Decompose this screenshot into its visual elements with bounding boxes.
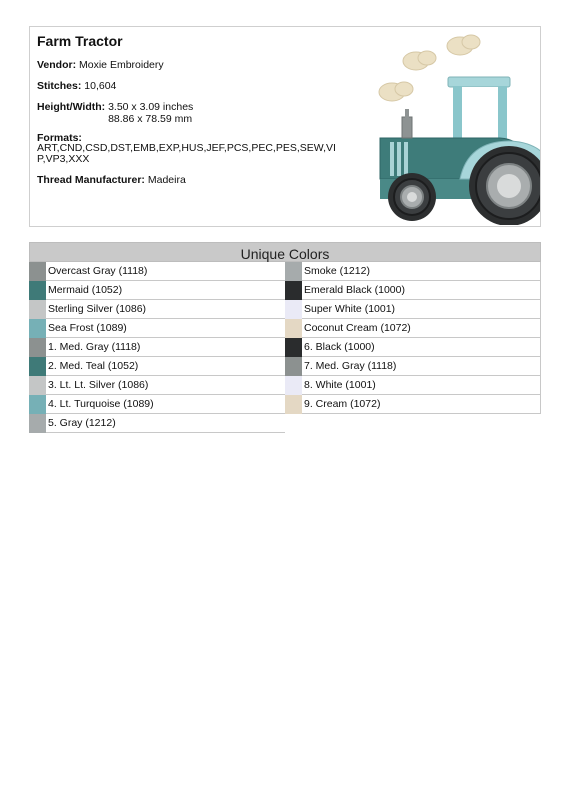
size-label: Height/Width: bbox=[37, 101, 106, 113]
color-name: Super White (1001) bbox=[304, 303, 396, 315]
formats-value: ART,CND,CSD,DST,EMB,EXP,HUS,JEF,PCS,PEC,PES,SEW,VIP,VP3,XXX bbox=[37, 142, 336, 165]
color-swatch bbox=[29, 395, 46, 414]
size-inches: 3.50 x 3.09 inches bbox=[108, 101, 194, 113]
color-name: 8. White (1001) bbox=[304, 379, 376, 391]
color-row bbox=[29, 376, 285, 395]
color-swatch bbox=[285, 357, 302, 376]
color-name: 7. Med. Gray (1118) bbox=[304, 360, 397, 372]
color-swatch bbox=[29, 319, 46, 338]
color-row bbox=[29, 357, 285, 376]
color-swatch bbox=[285, 300, 302, 319]
color-swatch bbox=[29, 357, 46, 376]
color-swatch bbox=[285, 281, 302, 300]
size-row bbox=[37, 101, 193, 125]
design-title: Farm Tractor bbox=[37, 33, 123, 49]
color-row bbox=[29, 262, 285, 281]
size-mm: 88.86 x 78.59 mm bbox=[108, 113, 193, 125]
color-row bbox=[29, 300, 285, 319]
color-swatch bbox=[29, 281, 46, 300]
stitches-value: 10,604 bbox=[84, 80, 117, 92]
color-row bbox=[285, 319, 541, 338]
color-row bbox=[285, 262, 541, 281]
color-name: 5. Gray (1212) bbox=[48, 417, 116, 429]
color-name: Emerald Black (1000) bbox=[304, 284, 405, 296]
color-row bbox=[285, 395, 541, 414]
stitches-row bbox=[37, 80, 116, 92]
color-row bbox=[285, 338, 541, 357]
color-row bbox=[29, 281, 285, 300]
color-row bbox=[285, 281, 541, 300]
color-row bbox=[29, 338, 285, 357]
color-name: Smoke (1212) bbox=[304, 265, 370, 277]
color-swatch bbox=[285, 376, 302, 395]
color-grid bbox=[29, 262, 541, 433]
color-name: 1. Med. Gray (1118) bbox=[48, 341, 141, 353]
thread-row bbox=[37, 174, 186, 186]
color-name: Sea Frost (1089) bbox=[48, 322, 127, 334]
vendor-label: Vendor: bbox=[37, 59, 77, 71]
color-swatch bbox=[285, 262, 302, 281]
color-name: 4. Lt. Turquoise (1089) bbox=[48, 398, 154, 410]
color-name: Coconut Cream (1072) bbox=[304, 322, 411, 334]
color-swatch bbox=[29, 300, 46, 319]
design-info-card bbox=[29, 26, 541, 227]
vendor-row bbox=[37, 59, 164, 71]
color-row bbox=[285, 376, 541, 395]
thread-label: Thread Manufacturer: bbox=[37, 174, 145, 186]
color-swatch bbox=[29, 376, 46, 395]
size-values bbox=[108, 101, 193, 125]
color-name: Sterling Silver (1086) bbox=[48, 303, 147, 315]
color-swatch bbox=[285, 395, 302, 414]
tractor-image bbox=[350, 29, 540, 225]
color-row bbox=[29, 414, 285, 433]
color-row bbox=[285, 357, 541, 376]
formats-label: Formats: bbox=[37, 132, 82, 144]
color-row bbox=[29, 395, 285, 414]
color-row bbox=[29, 319, 285, 338]
color-row bbox=[285, 300, 541, 319]
unique-colors-section bbox=[29, 242, 541, 433]
color-swatch bbox=[285, 319, 302, 338]
color-name: 2. Med. Teal (1052) bbox=[48, 360, 139, 372]
color-swatch bbox=[285, 338, 302, 357]
color-name: 9. Cream (1072) bbox=[304, 398, 381, 410]
color-name: Overcast Gray (1118) bbox=[48, 265, 148, 277]
unique-colors-header: Unique Colors bbox=[29, 242, 541, 262]
color-swatch bbox=[29, 262, 46, 281]
color-name: 3. Lt. Lt. Silver (1086) bbox=[48, 379, 149, 391]
color-name: Mermaid (1052) bbox=[48, 284, 123, 296]
stitches-label: Stitches: bbox=[37, 80, 82, 92]
color-swatch bbox=[29, 414, 46, 433]
thread-value: Madeira bbox=[147, 174, 186, 186]
color-name: 6. Black (1000) bbox=[304, 341, 375, 353]
color-swatch bbox=[29, 338, 46, 357]
vendor-value: Moxie Embroidery bbox=[79, 59, 164, 71]
